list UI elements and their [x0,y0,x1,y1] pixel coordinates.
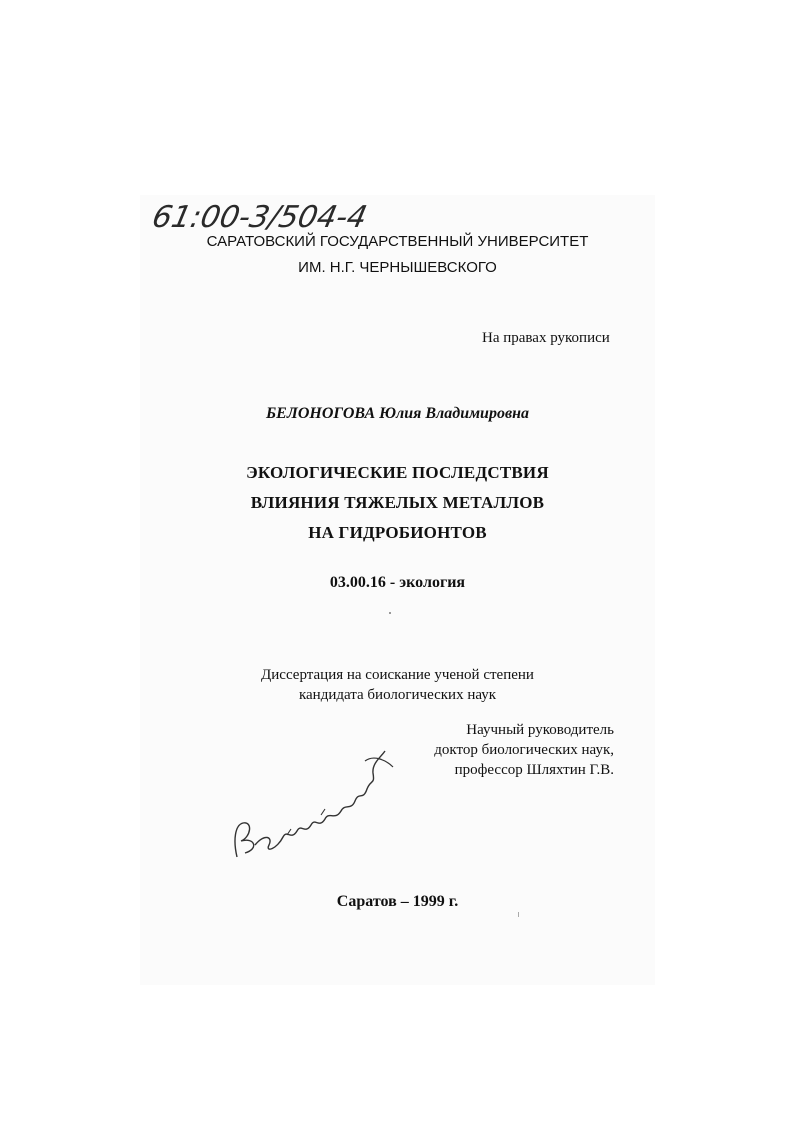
author-name: БЕЛОНОГОВА Юлия Владимировна [266,405,529,422]
supervisor-label: Научный руководитель [466,722,614,738]
university-name: САРАТОВСКИЙ ГОСУДАРСТВЕННЫЙ УНИВЕРСИТЕТ [206,233,589,250]
rights-note: На правах рукописи [482,330,610,346]
degree-line-1: Диссертация на соискание ученой степени [261,667,534,683]
archive-number-text: 61:00-3/504-4 [149,200,371,235]
university-name-line2: ИМ. Н.Г. ЧЕРНЫШЕВСКОГО [298,259,497,276]
dissertation-title-line-3: НА ГИДРОБИОНТОВ [308,523,487,542]
dissertation-title-line-1: ЭКОЛОГИЧЕСКИЕ ПОСЛЕДСТВИЯ [246,463,549,482]
author-signature [225,745,395,860]
supervisor-degree: доктор биологических наук, [434,742,614,758]
dissertation-title-line-2: ВЛИЯНИЯ ТЯЖЕЛЫХ МЕТАЛЛОВ [250,493,545,512]
degree-line-2: кандидата биологических наук [298,687,497,703]
scan-mark [518,912,519,917]
supervisor-name: профессор Шляхтин Г.В. [454,762,614,778]
scan-speck [389,612,391,614]
city-year: Саратов – 1999 г. [336,893,459,910]
specialty-code: 03.00.16 - экология [329,574,466,591]
